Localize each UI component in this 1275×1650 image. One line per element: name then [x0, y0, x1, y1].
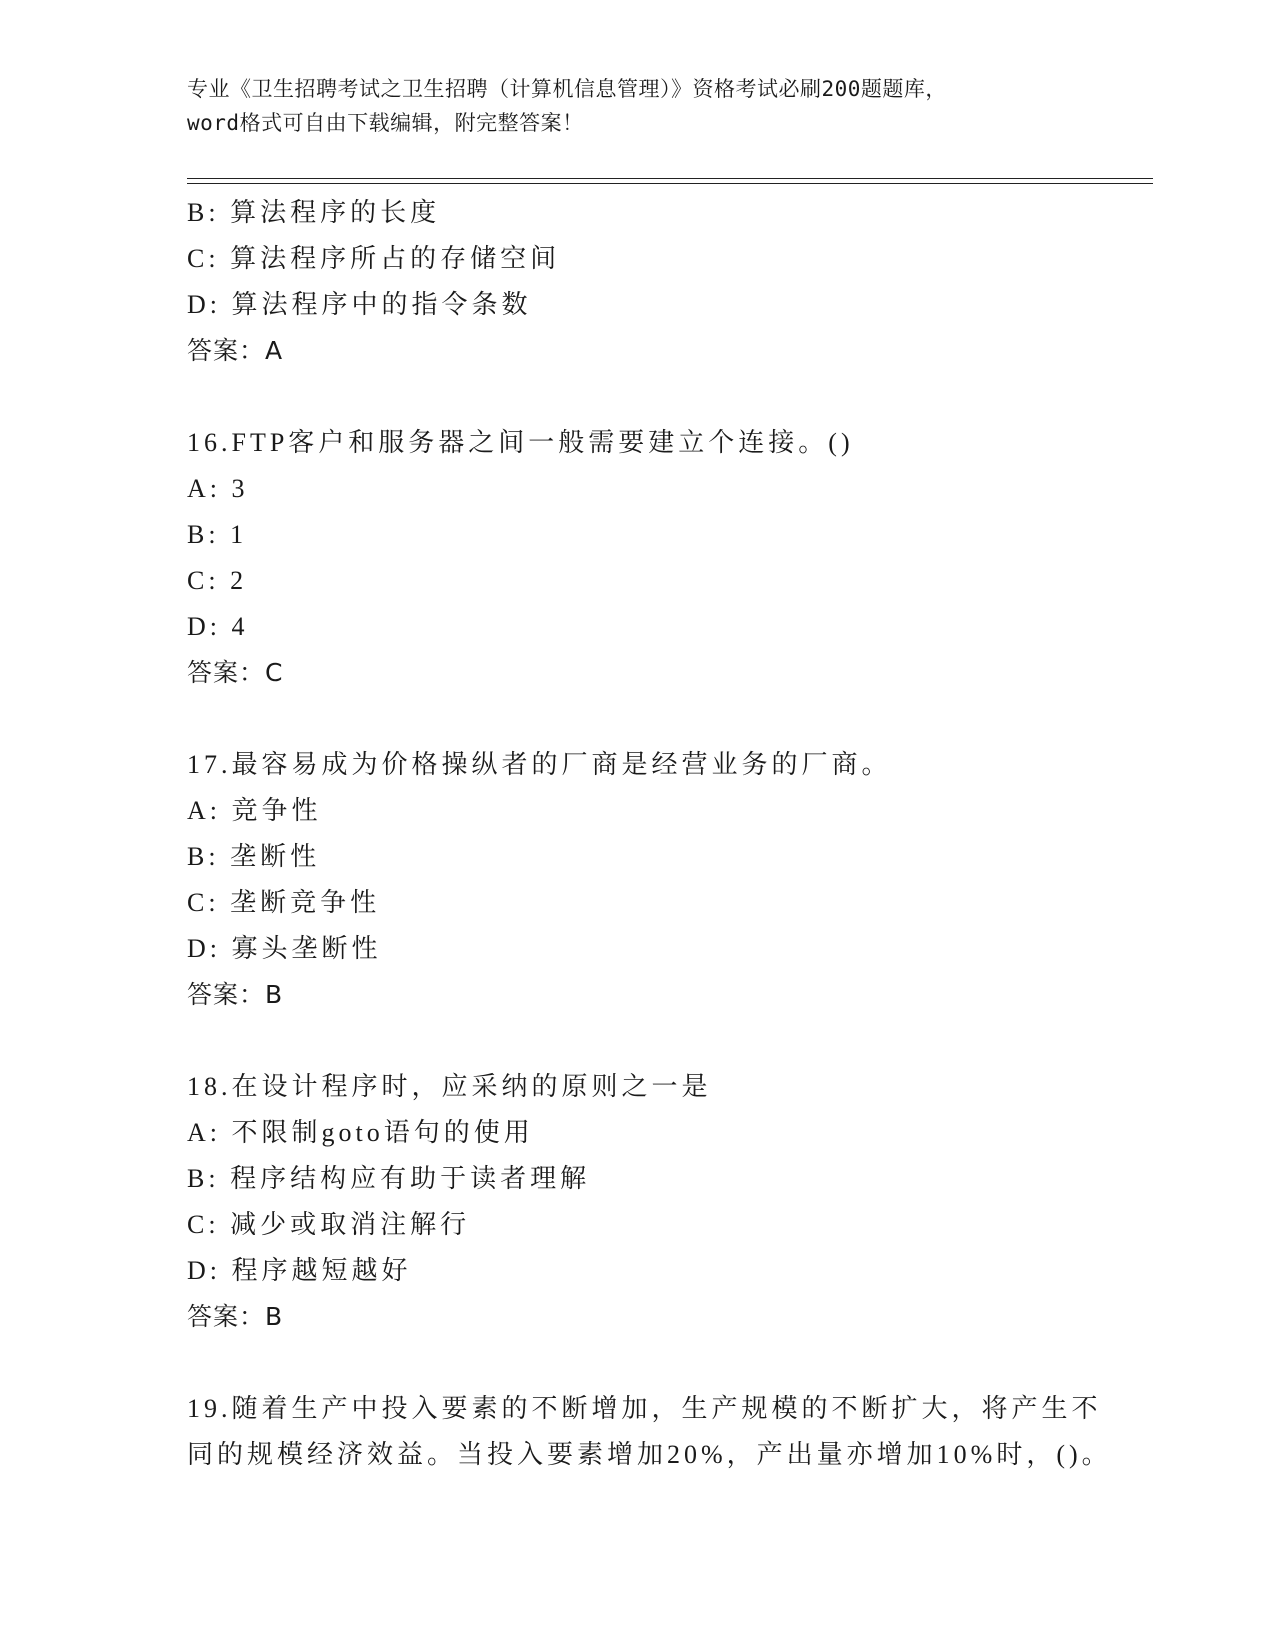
- option-b: B: 垄断性: [187, 842, 321, 871]
- spacer: [187, 1340, 1087, 1386]
- option-d: D: 4: [187, 612, 249, 641]
- question-text: 16.FTP客户和服务器之间一般需要建立个连接。(): [187, 428, 854, 457]
- question-19: [187, 1386, 1112, 1478]
- header-line-2: word格式可自由下载编辑，附完整答案！: [187, 111, 584, 135]
- question-text-line-1: 19.随着生产中投入要素的不断增加，生产规模的不断扩大，将产生不: [187, 1394, 1102, 1423]
- option-b: B: 算法程序的长度: [187, 198, 441, 227]
- question-text: 17.最容易成为价格操纵者的厂商是经营业务的厂商。: [187, 750, 892, 779]
- answer-line: 答案：A: [187, 336, 284, 365]
- question-15-tail: [187, 190, 1087, 374]
- answer-line: 答案：B: [187, 1302, 284, 1331]
- option-a: A: 不限制goto语句的使用: [187, 1118, 534, 1147]
- answer-line: 答案：C: [187, 658, 284, 687]
- spacer: [187, 1018, 1087, 1064]
- question-17: [187, 742, 1087, 1018]
- option-d: D: 算法程序中的指令条数: [187, 290, 532, 319]
- question-16: [187, 420, 1087, 696]
- option-a: A: 竞争性: [187, 796, 322, 825]
- option-b: B: 程序结构应有助于读者理解: [187, 1164, 591, 1193]
- answer-line: 答案：B: [187, 980, 284, 1009]
- option-c: C: 2: [187, 566, 248, 595]
- option-c: C: 减少或取消注解行: [187, 1210, 471, 1239]
- option-d: D: 寡头垄断性: [187, 934, 382, 963]
- option-d: D: 程序越短越好: [187, 1256, 412, 1285]
- document-header: [187, 72, 1087, 140]
- question-text-line-2: 同的规模经济效益。当投入要素增加20%，产出量亦增加10%时，()。: [187, 1440, 1112, 1469]
- header-line-1: 专业《卫生招聘考试之卫生招聘（计算机信息管理）》资格考试必刷200题题库，: [187, 77, 947, 101]
- spacer: [187, 374, 1087, 420]
- question-18: [187, 1064, 1087, 1340]
- option-c: C: 垄断竞争性: [187, 888, 381, 917]
- option-b: B: 1: [187, 520, 248, 549]
- spacer: [187, 696, 1087, 742]
- option-c: C: 算法程序所占的存储空间: [187, 244, 561, 273]
- option-a: A: 3: [187, 474, 249, 503]
- header-double-rule: [187, 178, 1153, 184]
- question-text: 18.在设计程序时，应采纳的原则之一是: [187, 1072, 712, 1101]
- question-list: [187, 190, 1112, 1478]
